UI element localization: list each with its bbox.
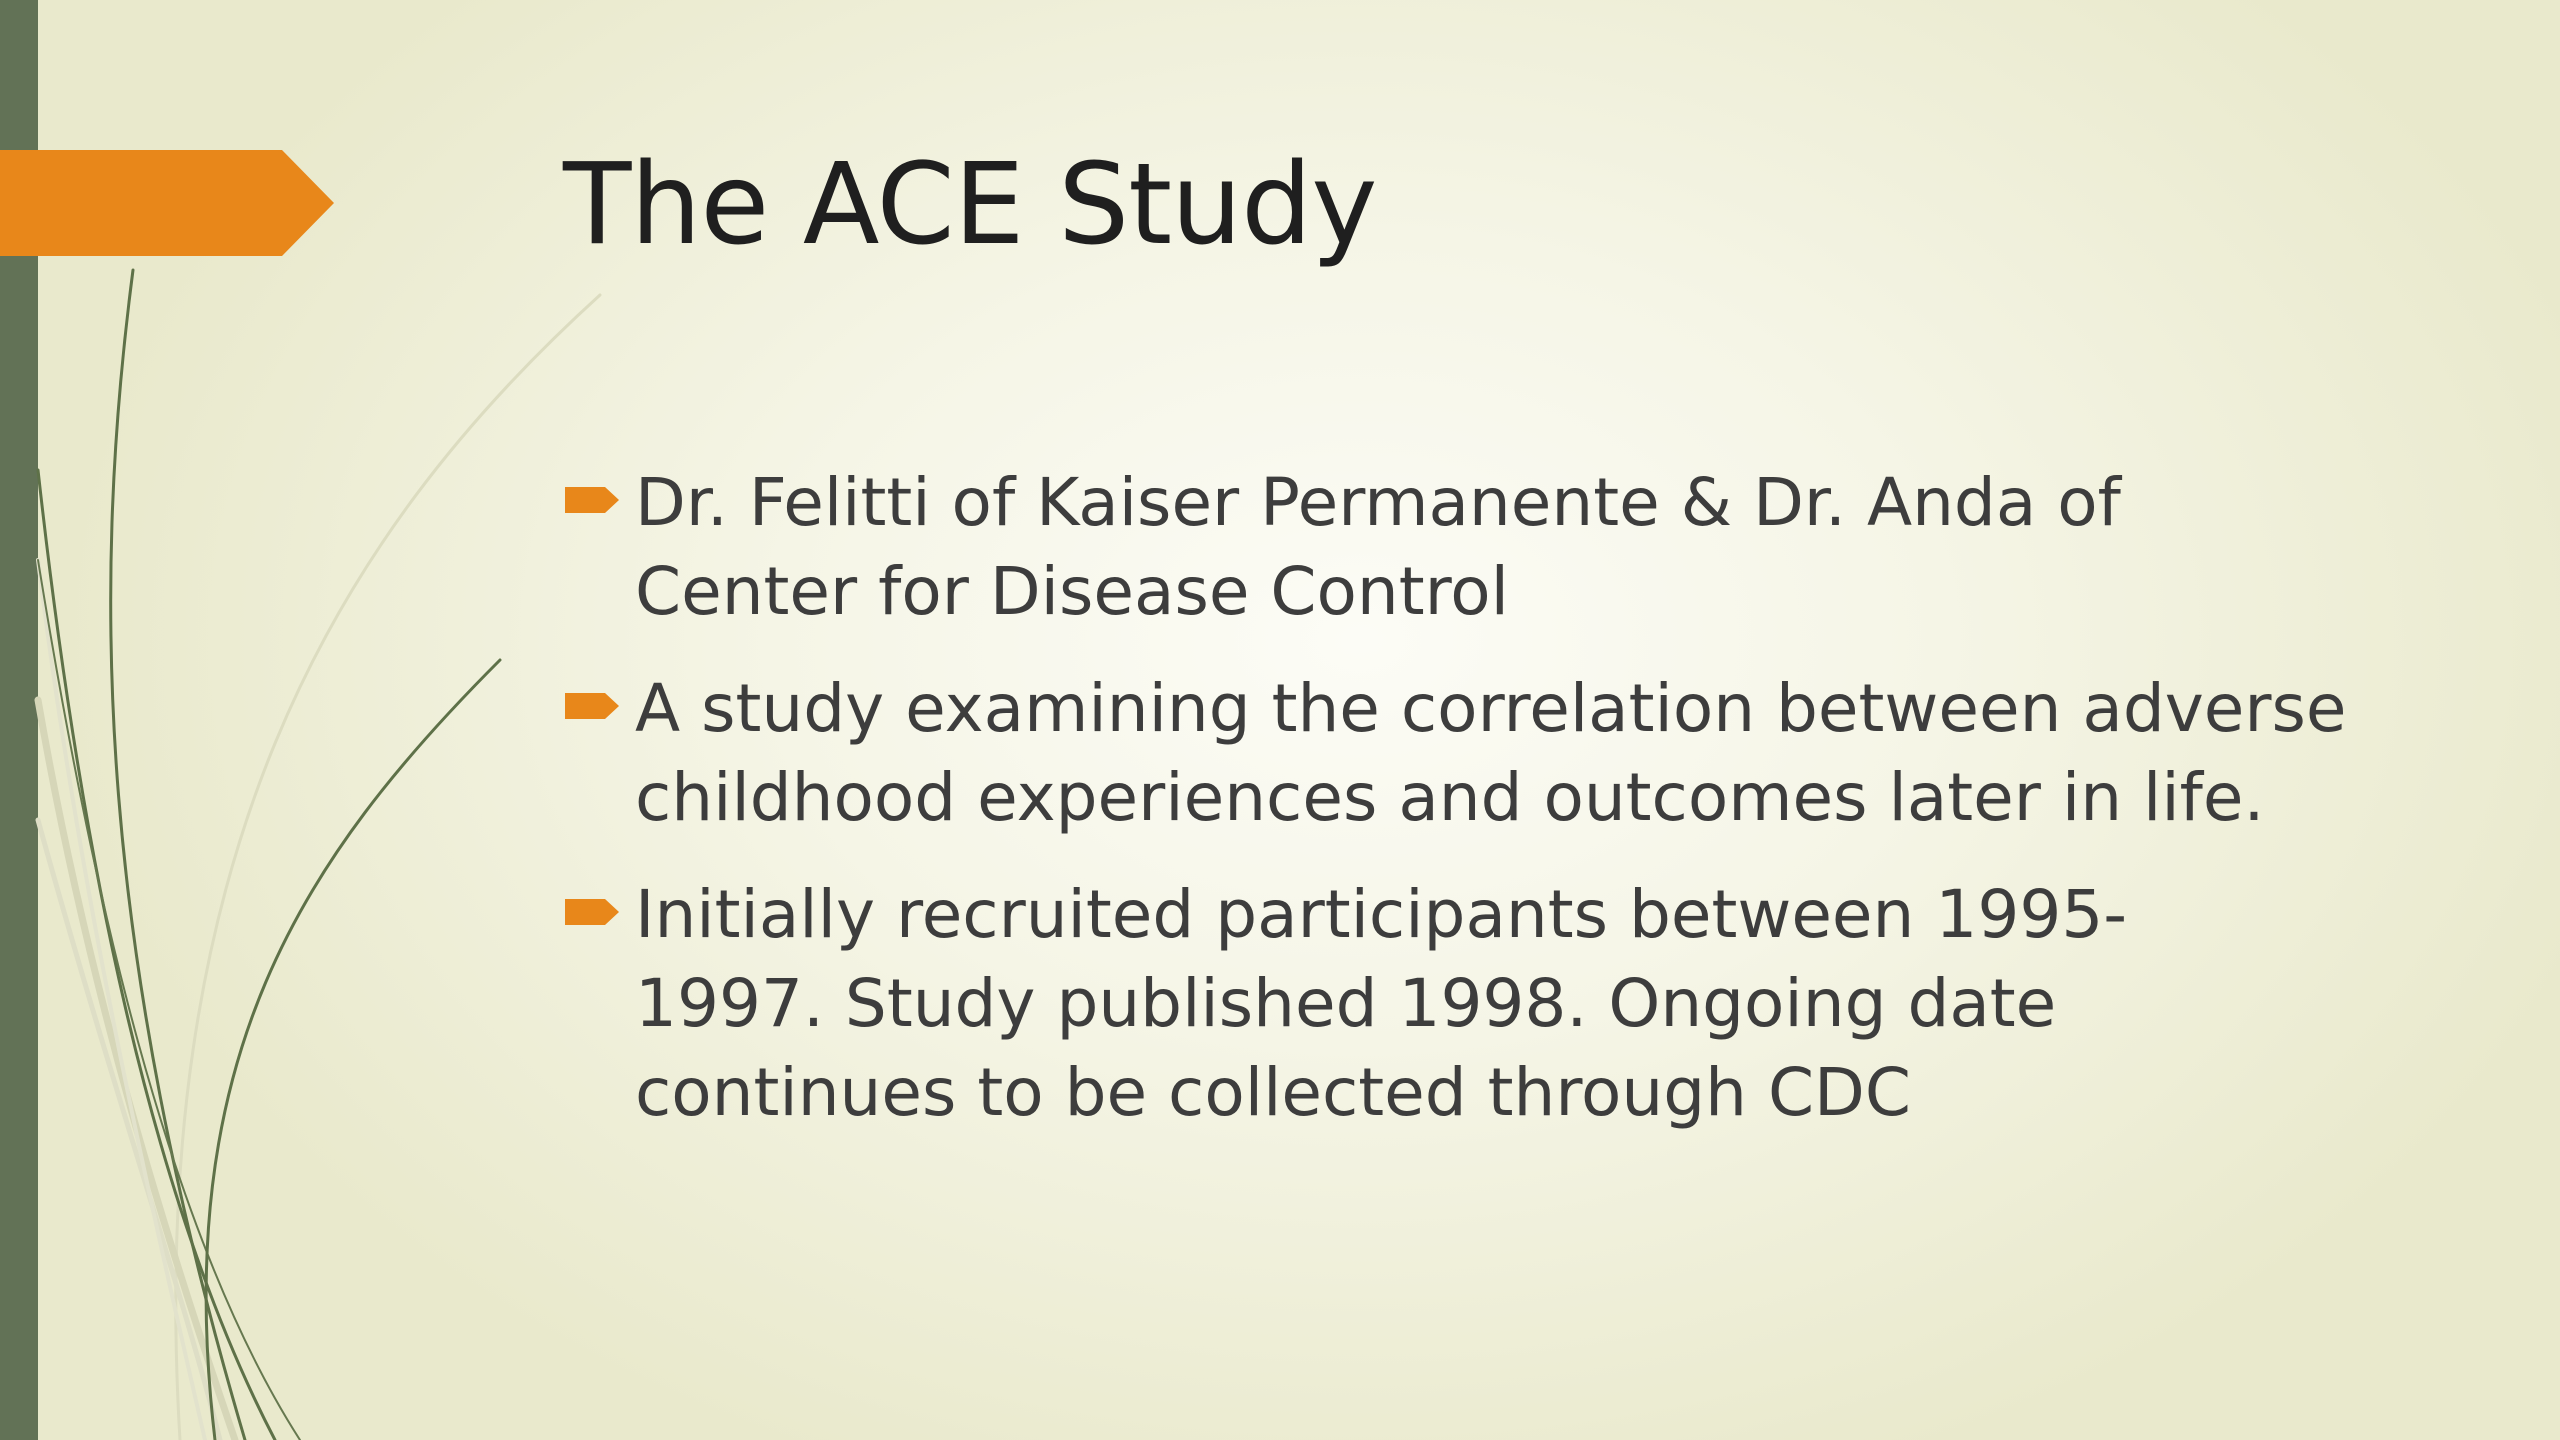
bullet-text: Initially recruited participants between 1995-1997. Study published 1998. Ongoing date continues to be collected through CDC (635, 876, 2128, 1131)
bullet-item (563, 664, 2463, 842)
slide-title: The ACE Study (563, 140, 1377, 270)
bullet-item (563, 458, 2463, 636)
orange-arrow-tab (0, 0, 360, 300)
bullet-item (563, 870, 2463, 1137)
bullet-text: Dr. Felitti of Kaiser Permanente & Dr. Anda of Center for Disease Control (635, 464, 2121, 630)
arrow-bullet-icon (565, 690, 621, 722)
arrow-bullet-icon (565, 484, 621, 516)
bullet-list (563, 458, 2463, 1165)
arrow-bullet-icon (565, 896, 621, 928)
bullet-text: A study examining the correlation between adverse childhood experiences and outcomes later in life. (635, 670, 2347, 836)
